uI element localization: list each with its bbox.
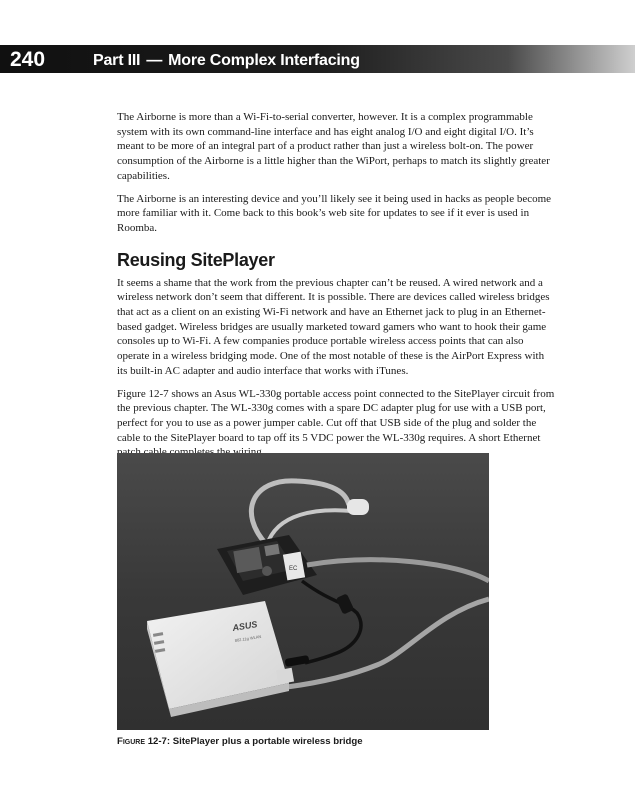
caption-label: Figure 12-7: <box>117 736 171 747</box>
ethernet-plug <box>276 668 294 685</box>
part-label: Part III <box>93 52 141 69</box>
running-header <box>0 45 635 73</box>
serial-connector <box>347 499 369 515</box>
section-title: More Complex Interfacing <box>168 52 360 69</box>
figure-caption <box>117 736 555 747</box>
board-sticker: EC <box>289 566 298 572</box>
device-model: 802.11g WLAN <box>234 633 262 643</box>
device-brand: ASUS <box>231 619 259 633</box>
page-number: 240 <box>10 48 46 71</box>
photo-illustration <box>117 453 489 730</box>
page-body <box>117 110 555 468</box>
figure-photo <box>117 453 489 730</box>
header-separator: — <box>146 52 163 69</box>
paragraph: The Airborne is an interesting device and you’ll likely see it being used in hacks as people become more familiar with it. Come back to this book’s web site for updates to see if it ever is used in Roomba. <box>117 192 552 234</box>
caption-text: SitePlayer plus a portable wireless bridge <box>172 736 363 747</box>
running-head-title <box>93 47 360 75</box>
paragraph: It seems a shame that the work from the previous chapter can’t be reused. A wired network and a wireless network don’t seem that different. It is possible. There are devices called wireless bridges that act as a client on an existing Wi-Fi network and have an Ethernet jack to plug in an Ethernet-based gadget. Wireless bridges are usually marketed toward gamers who want to hook their game consoles up to Wi-Fi. A few companies produce portable wireless access points that can also operate in a wireless bridging mode. One of the most notable of these is the AirPort Express with its built-in AC adapter and audio interface that works with iTunes. <box>117 276 550 377</box>
section-heading: Reusing SitePlayer <box>117 249 275 270</box>
paragraph: The Airborne is more than a Wi-Fi-to-serial converter, however. It is a complex programmable system with its own command-line interface and has eight analog I/O and eight digital I/O. It’s meant to be more of an integral part of a product rather than just a wireless bolt-on. The power consumption of the Airborne is a little higher than the WiPort, perhaps to match its slightly greater capabilities. <box>117 111 550 182</box>
paragraph: Figure 12-7 shows an Asus WL-330g portable access point connected to the SitePlayer circuit from the previous chapter. The WL-330g comes with a spare DC adapter plug for use with a USB port, perfect for you to use as a power jumper cable. Cut off that USB side of the plug and solder the cable to the SitePlayer board to tap off its 5 VDC power the WL-330g requires. A short Ethernet <box>117 387 555 444</box>
